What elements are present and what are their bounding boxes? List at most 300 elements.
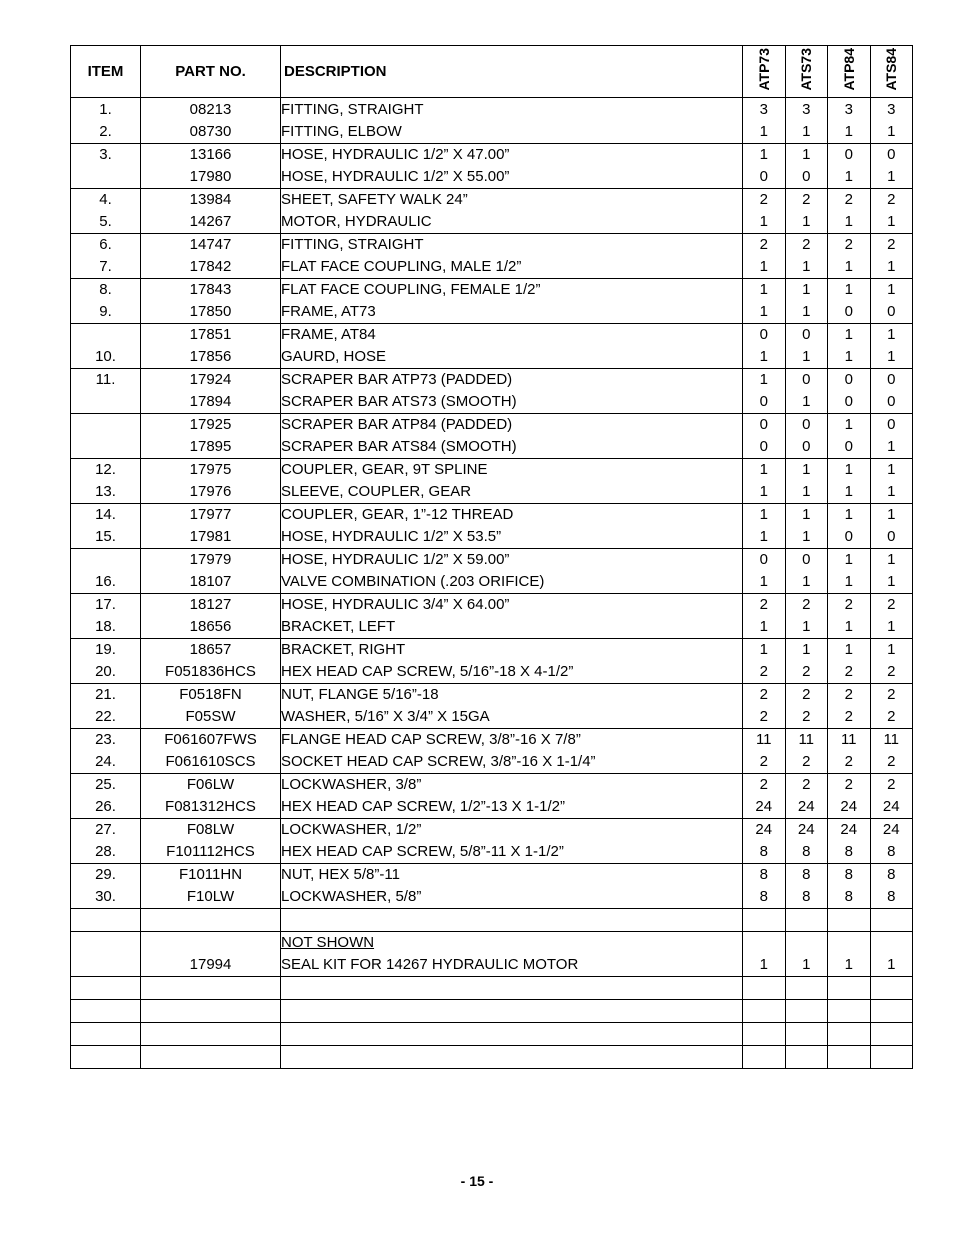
part-number: F061607FWS <box>141 729 281 752</box>
part-description: FITTING, ELBOW <box>281 121 743 144</box>
quantity-cell: 1 <box>743 369 786 392</box>
quantity-cell: 8 <box>743 841 786 864</box>
table-row <box>71 616 913 639</box>
table-row <box>71 571 913 594</box>
quantity-cell: 3 <box>828 99 871 121</box>
item-number <box>71 324 141 347</box>
item-number: 27. <box>71 819 141 842</box>
item-number: 20. <box>71 661 141 684</box>
quantity-cell: 1 <box>785 211 828 234</box>
quantity-cell: 24 <box>743 819 786 842</box>
quantity-cell: 1 <box>828 504 871 527</box>
quantity-cell: 2 <box>785 661 828 684</box>
item-number: 15. <box>71 526 141 549</box>
part-description: HOSE, HYDRAULIC 1/2” X 55.00” <box>281 166 743 189</box>
table-row <box>71 796 913 819</box>
quantity-cell: 1 <box>828 211 871 234</box>
quantity-cell: 2 <box>870 751 913 774</box>
quantity-cell: 1 <box>785 504 828 527</box>
table-row <box>71 436 913 459</box>
not-shown-qty: 1 <box>828 954 871 977</box>
quantity-cell: 1 <box>743 144 786 167</box>
not-shown-qty: 1 <box>785 954 828 977</box>
quantity-cell: 1 <box>870 436 913 459</box>
quantity-cell: 2 <box>870 189 913 212</box>
item-number: 1. <box>71 99 141 121</box>
table-row <box>71 706 913 729</box>
table-row <box>71 369 913 392</box>
quantity-cell: 24 <box>828 796 871 819</box>
part-number: 18656 <box>141 616 281 639</box>
quantity-cell: 1 <box>785 121 828 144</box>
part-group <box>71 459 913 504</box>
item-number: 21. <box>71 684 141 707</box>
part-number: 18657 <box>141 639 281 662</box>
part-description: COUPLER, GEAR, 9T SPLINE <box>281 459 743 482</box>
table-row <box>71 684 913 707</box>
item-number: 12. <box>71 459 141 482</box>
quantity-cell: 1 <box>743 571 786 594</box>
part-description: COUPLER, GEAR, 1”-12 THREAD <box>281 504 743 527</box>
part-description: BRACKET, RIGHT <box>281 639 743 662</box>
part-number: 17843 <box>141 279 281 302</box>
part-description: GAURD, HOSE <box>281 346 743 369</box>
table-row <box>71 774 913 797</box>
header-model-ats73: ATS73 <box>785 46 828 98</box>
not-shown-qty: 1 <box>870 954 913 977</box>
part-description: MOTOR, HYDRAULIC <box>281 211 743 234</box>
table-row <box>71 256 913 279</box>
item-number: 28. <box>71 841 141 864</box>
item-number: 2. <box>71 121 141 144</box>
part-number: 14267 <box>141 211 281 234</box>
quantity-cell: 2 <box>785 706 828 729</box>
item-number: 4. <box>71 189 141 212</box>
quantity-cell: 11 <box>870 729 913 752</box>
blank-row <box>71 909 913 932</box>
table-row <box>71 481 913 504</box>
quantity-cell: 1 <box>870 504 913 527</box>
part-description: FLAT FACE COUPLING, FEMALE 1/2” <box>281 279 743 302</box>
quantity-cell: 24 <box>870 819 913 842</box>
header-part-no: PART NO. <box>141 46 281 98</box>
quantity-cell: 8 <box>828 886 871 909</box>
part-description: FRAME, AT73 <box>281 301 743 324</box>
part-description: HOSE, HYDRAULIC 1/2” X 47.00” <box>281 144 743 167</box>
quantity-cell: 8 <box>870 886 913 909</box>
quantity-cell: 1 <box>828 166 871 189</box>
item-number: 7. <box>71 256 141 279</box>
part-number: 13166 <box>141 144 281 167</box>
quantity-cell: 0 <box>828 526 871 549</box>
table-row <box>71 234 913 257</box>
item-number: 23. <box>71 729 141 752</box>
part-number: 17925 <box>141 414 281 437</box>
quantity-cell: 1 <box>785 144 828 167</box>
quantity-cell: 11 <box>828 729 871 752</box>
item-number: 18. <box>71 616 141 639</box>
part-description: SCRAPER BAR ATP73 (PADDED) <box>281 369 743 392</box>
table-row <box>71 504 913 527</box>
table-row <box>71 459 913 482</box>
header-item: ITEM <box>71 46 141 98</box>
part-group <box>71 864 913 909</box>
table-row <box>71 121 913 144</box>
quantity-cell: 0 <box>743 391 786 414</box>
part-description: LOCKWASHER, 1/2” <box>281 819 743 842</box>
header-description: DESCRIPTION <box>281 46 743 98</box>
item-number <box>71 166 141 189</box>
quantity-cell: 8 <box>828 864 871 887</box>
quantity-cell: 2 <box>870 594 913 617</box>
part-description: LOCKWASHER, 3/8” <box>281 774 743 797</box>
part-group <box>71 414 913 459</box>
quantity-cell: 1 <box>785 616 828 639</box>
quantity-cell: 24 <box>743 796 786 819</box>
parts-list-table <box>70 45 913 1069</box>
item-number: 3. <box>71 144 141 167</box>
item-number: 19. <box>71 639 141 662</box>
table-row <box>71 211 913 234</box>
quantity-cell: 2 <box>828 774 871 797</box>
page-number: - 15 - <box>460 1173 494 1189</box>
quantity-cell: 1 <box>828 256 871 279</box>
part-group <box>71 504 913 549</box>
quantity-cell: 8 <box>828 841 871 864</box>
part-number: 13984 <box>141 189 281 212</box>
quantity-cell: 1 <box>828 571 871 594</box>
quantity-cell: 0 <box>870 301 913 324</box>
part-number: 17979 <box>141 549 281 572</box>
quantity-cell: 1 <box>785 481 828 504</box>
item-number: 22. <box>71 706 141 729</box>
quantity-cell: 8 <box>785 841 828 864</box>
quantity-cell: 1 <box>743 301 786 324</box>
part-number: F10LW <box>141 886 281 909</box>
quantity-cell: 1 <box>828 459 871 482</box>
quantity-cell: 1 <box>870 324 913 347</box>
part-description: FITTING, STRAIGHT <box>281 99 743 121</box>
blank-row <box>71 977 913 1000</box>
part-number: 18127 <box>141 594 281 617</box>
quantity-cell: 1 <box>743 459 786 482</box>
quantity-cell: 11 <box>785 729 828 752</box>
item-number: 17. <box>71 594 141 617</box>
quantity-cell: 1 <box>828 549 871 572</box>
quantity-cell: 0 <box>870 526 913 549</box>
blank-row <box>71 1023 913 1046</box>
part-number: F05SW <box>141 706 281 729</box>
quantity-cell: 2 <box>743 661 786 684</box>
quantity-cell: 2 <box>785 189 828 212</box>
part-number: 17850 <box>141 301 281 324</box>
quantity-cell: 11 <box>743 729 786 752</box>
quantity-cell: 0 <box>828 144 871 167</box>
quantity-cell: 8 <box>870 864 913 887</box>
quantity-cell: 2 <box>785 234 828 257</box>
quantity-cell: 1 <box>785 639 828 662</box>
table-row <box>71 189 913 212</box>
quantity-cell: 0 <box>870 369 913 392</box>
table-row <box>71 526 913 549</box>
part-description: VALVE COMBINATION (.203 ORIFICE) <box>281 571 743 594</box>
quantity-cell: 0 <box>785 324 828 347</box>
item-number: 14. <box>71 504 141 527</box>
part-number: 17894 <box>141 391 281 414</box>
quantity-cell: 2 <box>785 774 828 797</box>
part-description: SCRAPER BAR ATP84 (PADDED) <box>281 414 743 437</box>
quantity-cell: 2 <box>828 594 871 617</box>
header-model-atp73: ATP73 <box>743 46 786 98</box>
table-row <box>71 639 913 662</box>
quantity-cell: 2 <box>828 684 871 707</box>
quantity-cell: 0 <box>870 144 913 167</box>
header-model-ats84: ATS84 <box>870 46 913 98</box>
quantity-cell: 0 <box>785 369 828 392</box>
quantity-cell: 24 <box>828 819 871 842</box>
quantity-cell: 24 <box>785 796 828 819</box>
quantity-cell: 0 <box>785 436 828 459</box>
quantity-cell: 24 <box>785 819 828 842</box>
quantity-cell: 1 <box>743 346 786 369</box>
not-shown-qty: 1 <box>743 954 786 977</box>
item-number: 6. <box>71 234 141 257</box>
quantity-cell: 1 <box>785 279 828 302</box>
part-number: 17980 <box>141 166 281 189</box>
not-shown-part: 17994 <box>141 954 281 977</box>
quantity-cell: 1 <box>870 279 913 302</box>
part-group <box>71 189 913 234</box>
table-row <box>71 414 913 437</box>
quantity-cell: 2 <box>828 234 871 257</box>
quantity-cell: 2 <box>743 594 786 617</box>
quantity-cell: 1 <box>828 346 871 369</box>
table-row <box>71 841 913 864</box>
part-number: 17975 <box>141 459 281 482</box>
quantity-cell: 1 <box>870 616 913 639</box>
part-description: NUT, FLANGE 5/16”-18 <box>281 684 743 707</box>
quantity-cell: 1 <box>870 571 913 594</box>
part-description: SCRAPER BAR ATS73 (SMOOTH) <box>281 391 743 414</box>
part-group <box>71 819 913 864</box>
part-description: SCRAPER BAR ATS84 (SMOOTH) <box>281 436 743 459</box>
quantity-cell: 1 <box>743 481 786 504</box>
part-description: FITTING, STRAIGHT <box>281 234 743 257</box>
not-shown-heading: NOT SHOWN <box>281 932 743 955</box>
table-row <box>71 279 913 302</box>
part-group <box>71 99 913 144</box>
quantity-cell: 2 <box>743 684 786 707</box>
item-number: 16. <box>71 571 141 594</box>
part-description: SHEET, SAFETY WALK 24” <box>281 189 743 212</box>
part-number: 08213 <box>141 99 281 121</box>
quantity-cell: 2 <box>828 189 871 212</box>
quantity-cell: 1 <box>870 459 913 482</box>
part-group <box>71 594 913 639</box>
quantity-cell: 1 <box>870 549 913 572</box>
part-number: F051836HCS <box>141 661 281 684</box>
part-number: F081312HCS <box>141 796 281 819</box>
quantity-cell: 1 <box>785 346 828 369</box>
part-description: HOSE, HYDRAULIC 1/2” X 53.5” <box>281 526 743 549</box>
part-description: HEX HEAD CAP SCREW, 1/2”-13 X 1-1/2” <box>281 796 743 819</box>
quantity-cell: 2 <box>743 774 786 797</box>
table-row <box>71 144 913 167</box>
part-group <box>71 774 913 819</box>
quantity-cell: 1 <box>785 256 828 279</box>
item-number <box>71 414 141 437</box>
quantity-cell: 0 <box>743 414 786 437</box>
quantity-cell: 1 <box>785 571 828 594</box>
quantity-cell: 24 <box>870 796 913 819</box>
quantity-cell: 0 <box>785 414 828 437</box>
quantity-cell: 2 <box>870 661 913 684</box>
item-number: 9. <box>71 301 141 324</box>
quantity-cell: 2 <box>743 189 786 212</box>
part-description: HOSE, HYDRAULIC 1/2” X 59.00” <box>281 549 743 572</box>
quantity-cell: 8 <box>785 886 828 909</box>
quantity-cell: 1 <box>870 166 913 189</box>
quantity-cell: 0 <box>785 166 828 189</box>
not-shown-group <box>71 932 913 977</box>
table-row <box>71 346 913 369</box>
table-row <box>71 819 913 842</box>
item-number <box>71 436 141 459</box>
quantity-cell: 1 <box>870 256 913 279</box>
part-number: 08730 <box>141 121 281 144</box>
quantity-cell: 1 <box>828 121 871 144</box>
quantity-cell: 0 <box>828 369 871 392</box>
quantity-cell: 1 <box>785 301 828 324</box>
part-description: HEX HEAD CAP SCREW, 5/8”-11 X 1-1/2” <box>281 841 743 864</box>
quantity-cell: 8 <box>785 864 828 887</box>
item-number: 5. <box>71 211 141 234</box>
item-number: 24. <box>71 751 141 774</box>
quantity-cell: 1 <box>828 616 871 639</box>
quantity-cell: 2 <box>828 751 871 774</box>
quantity-cell: 1 <box>743 121 786 144</box>
table-row <box>71 729 913 752</box>
part-description: BRACKET, LEFT <box>281 616 743 639</box>
quantity-cell: 0 <box>828 436 871 459</box>
blank-row <box>71 1046 913 1069</box>
quantity-cell: 2 <box>870 234 913 257</box>
quantity-cell: 1 <box>785 459 828 482</box>
quantity-cell: 0 <box>870 391 913 414</box>
quantity-cell: 0 <box>870 414 913 437</box>
table-row <box>71 864 913 887</box>
part-number: F061610SCS <box>141 751 281 774</box>
blank-row <box>71 1000 913 1023</box>
quantity-cell: 1 <box>785 526 828 549</box>
part-group <box>71 729 913 774</box>
quantity-cell: 0 <box>743 166 786 189</box>
table-row <box>71 549 913 572</box>
part-number: F06LW <box>141 774 281 797</box>
quantity-cell: 8 <box>743 864 786 887</box>
part-number: F08LW <box>141 819 281 842</box>
part-number: 17842 <box>141 256 281 279</box>
table-row <box>71 886 913 909</box>
quantity-cell: 8 <box>870 841 913 864</box>
quantity-cell: 1 <box>743 504 786 527</box>
quantity-cell: 0 <box>743 324 786 347</box>
item-number: 30. <box>71 886 141 909</box>
quantity-cell: 0 <box>828 391 871 414</box>
item-number: 11. <box>71 369 141 392</box>
part-number: F101112HCS <box>141 841 281 864</box>
part-group <box>71 369 913 414</box>
quantity-cell: 0 <box>743 549 786 572</box>
quantity-cell: 1 <box>743 616 786 639</box>
part-description: LOCKWASHER, 5/8” <box>281 886 743 909</box>
table-row <box>71 594 913 617</box>
table-row <box>71 166 913 189</box>
table-header <box>71 46 913 98</box>
part-group <box>71 549 913 594</box>
part-number: 17856 <box>141 346 281 369</box>
item-number <box>71 549 141 572</box>
quantity-cell: 2 <box>828 661 871 684</box>
item-number: 29. <box>71 864 141 887</box>
quantity-cell: 2 <box>785 751 828 774</box>
quantity-cell: 1 <box>828 414 871 437</box>
part-description: SLEEVE, COUPLER, GEAR <box>281 481 743 504</box>
part-number: 17851 <box>141 324 281 347</box>
quantity-cell: 2 <box>785 594 828 617</box>
item-number: 10. <box>71 346 141 369</box>
quantity-cell: 2 <box>870 774 913 797</box>
part-group <box>71 324 913 369</box>
quantity-cell: 0 <box>743 436 786 459</box>
item-number: 26. <box>71 796 141 819</box>
quantity-cell: 3 <box>743 99 786 121</box>
part-description: SOCKET HEAD CAP SCREW, 3/8”-16 X 1-1/4” <box>281 751 743 774</box>
quantity-cell: 1 <box>870 346 913 369</box>
quantity-cell: 2 <box>743 751 786 774</box>
table-row <box>71 324 913 347</box>
table-row <box>71 661 913 684</box>
quantity-cell: 2 <box>743 234 786 257</box>
quantity-cell: 2 <box>870 706 913 729</box>
part-description: FLAT FACE COUPLING, MALE 1/2” <box>281 256 743 279</box>
part-description: WASHER, 5/16” X 3/4” X 15GA <box>281 706 743 729</box>
quantity-cell: 1 <box>828 279 871 302</box>
part-group <box>71 279 913 324</box>
item-number <box>71 391 141 414</box>
quantity-cell: 1 <box>743 279 786 302</box>
part-group <box>71 234 913 279</box>
part-number: F0518FN <box>141 684 281 707</box>
item-number: 13. <box>71 481 141 504</box>
item-number: 8. <box>71 279 141 302</box>
not-shown-desc: SEAL KIT FOR 14267 HYDRAULIC MOTOR <box>281 954 743 977</box>
part-number: 17981 <box>141 526 281 549</box>
part-number: 17977 <box>141 504 281 527</box>
part-number: 18107 <box>141 571 281 594</box>
part-description: HOSE, HYDRAULIC 3/4” X 64.00” <box>281 594 743 617</box>
quantity-cell: 1 <box>870 121 913 144</box>
quantity-cell: 1 <box>870 639 913 662</box>
part-number: F1011HN <box>141 864 281 887</box>
part-description: FRAME, AT84 <box>281 324 743 347</box>
quantity-cell: 2 <box>870 684 913 707</box>
table-row <box>71 751 913 774</box>
quantity-cell: 2 <box>828 706 871 729</box>
quantity-cell: 8 <box>743 886 786 909</box>
quantity-cell: 1 <box>870 481 913 504</box>
quantity-cell: 2 <box>785 684 828 707</box>
